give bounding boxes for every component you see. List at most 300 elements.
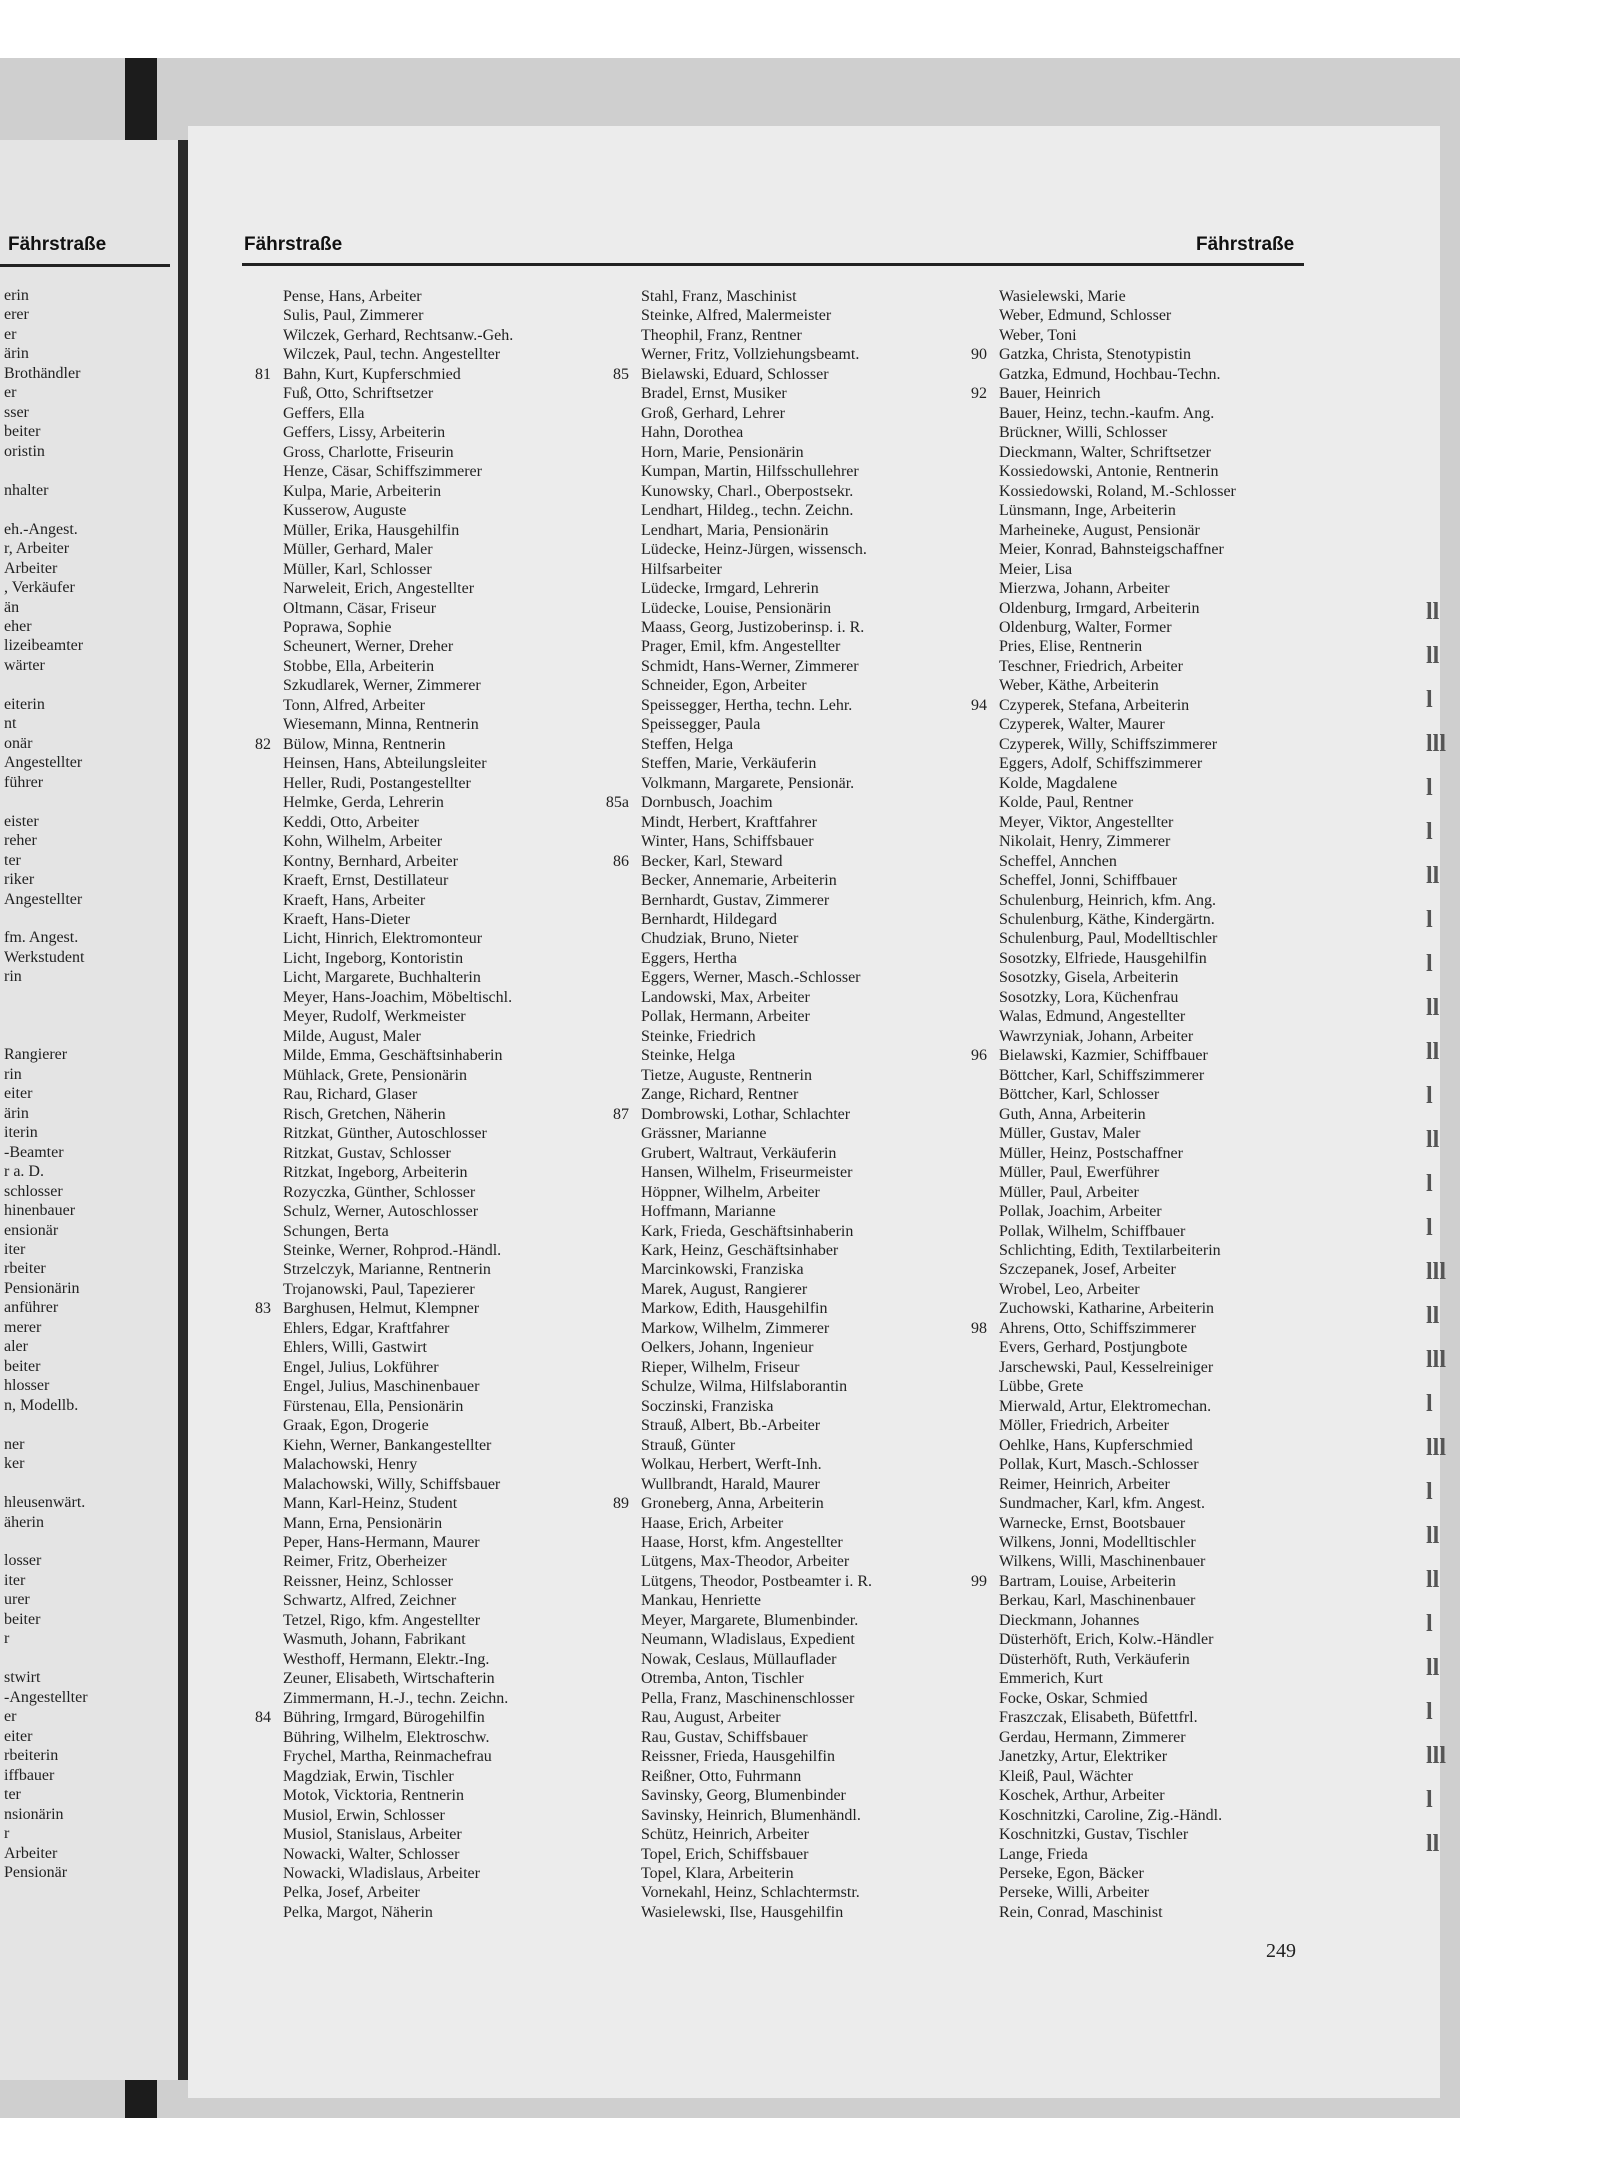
left-fragment-line: Angestellter (4, 754, 83, 772)
directory-entry (283, 1241, 513, 1260)
resident-entry: Oldenburg, Irmgard, Arbeiterin (999, 599, 1200, 617)
edge-mark: ll (1426, 1303, 1440, 1329)
left-fragment-line: erer (4, 306, 29, 324)
resident-entry: Motok, Vicktoria, Rentnerin (283, 1787, 464, 1805)
resident-entry: Pelka, Margot, Näherin (283, 1903, 433, 1921)
resident-entry: Tonn, Alfred, Arbeiter (283, 696, 425, 714)
left-fragment-line: eister (4, 812, 39, 830)
directory-entry (971, 384, 1236, 403)
directory-entry (283, 949, 513, 968)
resident-entry: Kraeft, Hans, Arbeiter (283, 891, 426, 909)
directory-entry (283, 910, 513, 929)
resident-entry: Heller, Rudi, Postangestellter (283, 774, 471, 792)
header-left: Fährstraße (244, 234, 343, 255)
resident-entry: Horn, Marie, Pensionärin (641, 443, 804, 461)
resident-entry: Kusserow, Auguste (283, 502, 407, 520)
resident-entry: Müller, Paul, Arbeiter (999, 1183, 1139, 1201)
resident-entry: Wasmuth, Johann, Fabrikant (283, 1631, 466, 1649)
resident-entry: Licht, Margarete, Buchhalterin (283, 969, 481, 987)
directory-entry (641, 1241, 872, 1260)
resident-entry: Koschnitzki, Gustav, Tischler (999, 1826, 1189, 1844)
resident-entry: Meyer, Viktor, Angestellter (999, 813, 1174, 831)
directory-entry (283, 1786, 513, 1805)
directory-entry (999, 560, 1236, 579)
resident-entry: Wilczek, Paul, techn. Angestellter (283, 346, 501, 364)
resident-entry: Mann, Karl-Heinz, Student (283, 1495, 458, 1513)
directory-entry (641, 1436, 872, 1455)
resident-entry: Rau, August, Arbeiter (641, 1709, 781, 1727)
resident-entry: Pollak, Wilhelm, Schiffbauer (999, 1222, 1186, 1240)
directory-entry (999, 637, 1236, 656)
left-fragment-line: Arbeiter (4, 559, 58, 577)
directory-entry (255, 1299, 513, 1318)
directory-entry (283, 345, 513, 364)
directory-entry (283, 1689, 513, 1708)
directory-entry (999, 1475, 1236, 1494)
resident-entry: Bradel, Ernst, Musiker (641, 385, 787, 403)
resident-entry: Henze, Cäsar, Schiffszimmerer (283, 463, 482, 481)
house-number: 87 (613, 1105, 629, 1123)
resident-entry: Fraszczak, Elisabeth, Büfettfrl. (999, 1709, 1198, 1727)
directory-entry (999, 715, 1236, 734)
resident-entry: Gerdau, Hermann, Zimmerer (999, 1728, 1186, 1746)
resident-entry: Meier, Konrad, Bahnsteigschaffner (999, 541, 1224, 559)
edge-mark: ll (1426, 1127, 1440, 1153)
directory-entry (999, 1494, 1236, 1513)
left-fragment-line: Arbeiter (4, 1844, 58, 1862)
resident-entry: Keddi, Otto, Arbeiter (283, 813, 419, 831)
resident-entry: Rein, Conrad, Maschinist (999, 1903, 1163, 1921)
resident-entry: Speissegger, Paula (641, 716, 761, 734)
directory-entry (999, 1163, 1236, 1182)
resident-entry: Ritzkat, Gustav, Schlosser (283, 1144, 451, 1162)
resident-entry: Böttcher, Karl, Schiffszimmerer (999, 1066, 1205, 1084)
resident-entry: Lendhart, Hildeg., techn. Zeichn. (641, 502, 854, 520)
edge-mark: ll (1426, 1831, 1440, 1857)
directory-entry (283, 1903, 513, 1922)
resident-entry: Trojanowski, Paul, Tapezierer (283, 1280, 475, 1298)
directory-entry (283, 696, 513, 715)
left-fragment-line: eiter (4, 1727, 33, 1745)
directory-entry (641, 1883, 872, 1902)
directory-entry (999, 813, 1236, 832)
directory-entry (641, 1416, 872, 1435)
directory-entry (999, 599, 1236, 618)
directory-entry (999, 1533, 1236, 1552)
left-fragment-line: Pensionärin (4, 1279, 80, 1297)
resident-entry: Walas, Edmund, Angestellter (999, 1008, 1186, 1026)
resident-entry: Nowacki, Wladislaus, Arbeiter (283, 1864, 480, 1882)
directory-entry (613, 365, 872, 384)
resident-entry: Gatzka, Christa, Stenotypistin (999, 346, 1191, 364)
directory-entry (641, 501, 872, 520)
left-fragment-line (4, 1415, 178, 1434)
edge-mark: ll (1426, 599, 1440, 625)
resident-entry: Czyperek, Stefana, Arbeiterin (999, 696, 1190, 714)
left-fragment-line: hinenbauer (4, 1202, 76, 1220)
page-number: 249 (1266, 1940, 1296, 1962)
resident-entry: Kunowsky, Charl., Oberpostsekr. (641, 482, 854, 500)
edge-mark: lll (1426, 1743, 1446, 1769)
directory-entry (283, 1105, 513, 1124)
resident-entry: Koschnitzki, Caroline, Zig.-Händl. (999, 1806, 1223, 1824)
left-fragment-line: rbeiter (4, 1260, 46, 1278)
directory-entry (999, 521, 1236, 540)
resident-entry: Müller, Karl, Schlosser (283, 560, 432, 578)
house-number: 98 (971, 1319, 987, 1337)
directory-entry (283, 1747, 513, 1766)
edge-mark: l (1426, 1611, 1433, 1637)
resident-entry: Steffen, Marie, Verkäuferin (641, 755, 817, 773)
directory-entry (641, 1085, 872, 1104)
resident-entry: Eggers, Werner, Masch.-Schlosser (641, 969, 861, 987)
directory-entry (999, 1377, 1236, 1396)
resident-entry: Soczinski, Franziska (641, 1397, 774, 1415)
directory-entry (999, 501, 1236, 520)
directory-entry (641, 988, 872, 1007)
directory-entry (999, 1669, 1236, 1688)
directory-entry (283, 462, 513, 481)
directory-entry (641, 404, 872, 423)
left-fragment-line: aler (4, 1338, 28, 1356)
directory-entry (999, 1183, 1236, 1202)
directory-entry (999, 306, 1236, 325)
resident-entry: Reimer, Heinrich, Arbeiter (999, 1475, 1170, 1493)
left-fragment-line: ker (4, 1455, 25, 1473)
edge-mark: ll (1426, 1523, 1440, 1549)
directory-entry (283, 1825, 513, 1844)
directory-entry (999, 1066, 1236, 1085)
directory-entry (999, 735, 1236, 754)
directory-entry (999, 1708, 1236, 1727)
directory-entry (641, 949, 872, 968)
left-fragment-line: nsionärin (4, 1805, 64, 1823)
resident-entry: Schulenburg, Paul, Modelltischler (999, 930, 1218, 948)
directory-entry (283, 988, 513, 1007)
directory-entry (999, 1124, 1236, 1143)
directory-entry (999, 1241, 1236, 1260)
directory-entry (283, 599, 513, 618)
resident-entry: Sosotzky, Lora, Küchenfrau (999, 988, 1179, 1006)
resident-entry: Rieper, Wilhelm, Friseur (641, 1358, 800, 1376)
left-fragment-line: eher (4, 617, 32, 635)
resident-entry: Milde, August, Maler (283, 1027, 421, 1045)
directory-entry (999, 1299, 1236, 1318)
left-fragment-line: ärin (4, 1104, 29, 1122)
directory-entry (641, 1611, 872, 1630)
directory-entry (641, 1825, 872, 1844)
directory-entry (641, 1027, 872, 1046)
directory-entry (641, 1260, 872, 1279)
left-fragment-line: ärin (4, 345, 29, 363)
directory-entry (283, 423, 513, 442)
directory-entry (999, 1806, 1236, 1825)
resident-entry: Nowacki, Walter, Schlosser (283, 1845, 460, 1863)
left-fragment-line: rin (4, 968, 22, 986)
directory-entry (641, 443, 872, 462)
resident-entry: Schwartz, Alfred, Zeichner (283, 1592, 457, 1610)
left-fragment-line: -Angestellter (4, 1688, 88, 1706)
directory-entry (641, 676, 872, 695)
resident-entry: Maass, Georg, Justizoberinsp. i. R. (641, 618, 865, 636)
directory-entry (641, 1066, 872, 1085)
directory-entry (999, 540, 1236, 559)
directory-entry (999, 910, 1236, 929)
header-rule (242, 263, 1304, 266)
resident-entry: Sundmacher, Karl, kfm. Angest. (999, 1495, 1205, 1513)
directory-entry (283, 1436, 513, 1455)
directory-entry (641, 1689, 872, 1708)
directory-entry (613, 852, 872, 871)
resident-entry: Marcinkowski, Franziska (641, 1261, 804, 1279)
resident-entry: Steinke, Helga (641, 1047, 736, 1065)
resident-entry: Focke, Oskar, Schmied (999, 1689, 1148, 1707)
resident-entry: Ritzkat, Günther, Autoschlosser (283, 1125, 487, 1143)
edge-mark: lll (1426, 731, 1446, 757)
edge-mark: ll (1426, 643, 1440, 669)
resident-entry: Schulz, Werner, Autoschlosser (283, 1203, 479, 1221)
resident-entry: Marheineke, August, Pensionär (999, 521, 1200, 539)
directory-entry (283, 1728, 513, 1747)
left-fragment-line: Werkstudent (4, 948, 85, 966)
left-fragment-line (4, 461, 178, 480)
resident-entry: Fuß, Otto, Schriftsetzer (283, 385, 434, 403)
resident-entry: Koschek, Arthur, Arbeiter (999, 1787, 1165, 1805)
resident-entry: Sosotzky, Elfriede, Hausgehilfin (999, 949, 1207, 967)
directory-entry (641, 715, 872, 734)
directory-entry (999, 968, 1236, 987)
directory-entry (641, 1864, 872, 1883)
directory-entry (999, 482, 1236, 501)
directory-entry (283, 754, 513, 773)
left-fragment-line: iter (4, 1240, 26, 1258)
edge-mark: ll (1426, 863, 1440, 889)
directory-entry (641, 1455, 872, 1474)
resident-entry: Bühring, Irmgard, Bürogehilfin (283, 1709, 485, 1727)
resident-entry: Tetzel, Rigo, kfm. Angestellter (283, 1611, 481, 1629)
directory-entry (641, 1280, 872, 1299)
directory-entry (999, 1144, 1236, 1163)
directory-entry (641, 657, 872, 676)
resident-entry: Bielawski, Kazmier, Schiffbauer (999, 1047, 1208, 1065)
left-fragment-line (4, 987, 178, 1006)
resident-entry: Wawrzyniak, Johann, Arbeiter (999, 1027, 1194, 1045)
directory-entry (999, 618, 1236, 637)
resident-entry: Steffen, Helga (641, 735, 734, 753)
resident-entry: Mankau, Henriette (641, 1592, 761, 1610)
directory-entry (283, 1669, 513, 1688)
left-fragment-line: beiter (4, 423, 41, 441)
directory-entry (283, 1046, 513, 1065)
directory-entry (641, 871, 872, 890)
resident-entry: Nikolait, Henry, Zimmerer (999, 833, 1171, 851)
resident-entry: Malachowski, Willy, Schiffsbauer (283, 1475, 501, 1493)
directory-entry (641, 540, 872, 559)
left-fragment-line: fm. Angest. (4, 929, 79, 947)
resident-entry: Schulenburg, Käthe, Kindergärtn. (999, 911, 1215, 928)
resident-entry: Warnecke, Ernst, Bootsbauer (999, 1514, 1186, 1532)
directory-entry (283, 1222, 513, 1241)
resident-entry: Zimmermann, H.-J., techn. Zeichn. (283, 1689, 509, 1707)
directory-entry (999, 774, 1236, 793)
directory-entry (641, 832, 872, 851)
resident-entry: Markow, Wilhelm, Zimmerer (641, 1319, 830, 1337)
left-fragment-line: , Verkäufer (4, 579, 75, 597)
resident-entry: Steinke, Alfred, Malermeister (641, 307, 832, 325)
directory-entry (641, 1007, 872, 1026)
directory-entry (283, 1455, 513, 1474)
resident-entry: Böttcher, Karl, Schlosser (999, 1086, 1160, 1104)
directory-entry (641, 1747, 872, 1766)
left-fragment-line: r a. D. (4, 1163, 44, 1181)
resident-entry: Nowak, Ceslaus, Müllauflader (641, 1650, 837, 1668)
left-fragment-line: ensionär (4, 1221, 59, 1239)
resident-entry: Bahn, Kurt, Kupferschmied (283, 365, 461, 383)
resident-entry: Bühring, Wilhelm, Elektroschw. (283, 1728, 490, 1746)
resident-entry: Weber, Edmund, Schlosser (999, 307, 1172, 325)
directory-entry (999, 1630, 1236, 1649)
directory-entry (283, 1533, 513, 1552)
directory-entry (641, 1591, 872, 1610)
resident-entry: Kolde, Paul, Rentner (999, 794, 1134, 812)
directory-entry (283, 676, 513, 695)
directory-entry (999, 832, 1236, 851)
directory-entry (999, 579, 1236, 598)
directory-entry (999, 1222, 1236, 1241)
edge-mark: ll (1426, 1655, 1440, 1681)
directory-entry (283, 968, 513, 987)
resident-entry: Grässner, Marianne (641, 1125, 767, 1143)
resident-entry: Gatzka, Edmund, Hochbau-Techn. (999, 365, 1221, 383)
directory-entry (999, 326, 1236, 345)
directory-entry (641, 482, 872, 501)
directory-entry (283, 1864, 513, 1883)
directory-entry (641, 696, 872, 715)
directory-entry (283, 1883, 513, 1902)
resident-entry: Lüdecke, Louise, Pensionärin (641, 599, 832, 617)
left-fragment-line (4, 500, 178, 519)
directory-entry (283, 871, 513, 890)
left-fragment-line: ner (4, 1435, 25, 1453)
resident-entry: Schulze, Wilma, Hilfslaborantin (641, 1378, 848, 1396)
directory-entry (641, 618, 872, 637)
directory-entry (283, 1767, 513, 1786)
resident-entry: Steinke, Werner, Rohprod.-Händl. (283, 1241, 502, 1259)
resident-entry: Meyer, Margarete, Blumenbinder. (641, 1611, 859, 1629)
left-fragment-line: n, Modellb. (4, 1396, 79, 1414)
directory-entry (641, 1299, 872, 1318)
resident-entry: Kiehn, Werner, Bankangestellter (283, 1436, 492, 1454)
left-fragment-line: iffbauer (4, 1766, 55, 1784)
directory-entry (999, 423, 1236, 442)
house-number: 85a (605, 794, 629, 812)
resident-entry: Bartram, Louise, Arbeiterin (999, 1572, 1176, 1590)
resident-entry: Helmke, Gerda, Lehrerin (283, 794, 444, 812)
directory-entry (641, 579, 872, 598)
directory-entry (283, 657, 513, 676)
resident-entry: Graak, Egon, Drogerie (283, 1417, 429, 1435)
resident-entry: Rau, Richard, Glaser (283, 1086, 418, 1104)
left-fragment-line: urer (4, 1591, 30, 1609)
directory-entry (641, 423, 872, 442)
left-fragment-line: rbeiterin (4, 1747, 59, 1765)
directory-entry (999, 1416, 1236, 1435)
resident-entry: Wiesemann, Minna, Rentnerin (283, 716, 479, 734)
left-fragment-line: nhalter (4, 481, 49, 499)
directory-entry (999, 1007, 1236, 1026)
resident-entry: Eggers, Hertha (641, 949, 737, 967)
resident-entry: Lüdecke, Irmgard, Lehrerin (641, 580, 819, 598)
directory-entry (283, 715, 513, 734)
resident-entry: Schulenburg, Heinrich, kfm. Ang. (999, 891, 1217, 909)
directory-entry (641, 1358, 872, 1377)
directory-entry (283, 1319, 513, 1338)
resident-entry: Lange, Frieda (999, 1845, 1088, 1863)
house-number: 94 (971, 696, 987, 714)
directory-entry (283, 1007, 513, 1026)
directory-entry (283, 1183, 513, 1202)
resident-entry: Kulpa, Marie, Arbeiterin (283, 482, 442, 500)
directory-entry (641, 287, 872, 306)
resident-entry: Oltmann, Cäsar, Friseur (283, 599, 437, 617)
directory-entry (971, 1046, 1236, 1065)
resident-entry: Lüdecke, Heinz-Jürgen, wissensch. (641, 541, 867, 559)
directory-entry (283, 1124, 513, 1143)
resident-entry: Hahn, Dorothea (641, 424, 744, 442)
resident-entry: Hilfsarbeiter (641, 560, 722, 578)
directory-entry (999, 1260, 1236, 1279)
directory-entry (641, 1514, 872, 1533)
directory-entry (999, 1650, 1236, 1669)
directory-entry (283, 326, 513, 345)
directory-entry (999, 365, 1236, 384)
resident-entry: Haase, Horst, kfm. Angestellter (641, 1534, 843, 1551)
directory-entry (641, 1669, 872, 1688)
directory-entry (999, 1202, 1236, 1221)
directory-entry (283, 929, 513, 948)
directory-entry (641, 1046, 872, 1065)
resident-entry: Rozyczka, Günther, Schlosser (283, 1183, 476, 1201)
resident-entry: Kleiß, Paul, Wächter (999, 1767, 1133, 1785)
left-fragment-line: iterin (4, 1124, 38, 1142)
edge-mark: l (1426, 1083, 1433, 1109)
resident-entry: Mindt, Herbert, Kraftfahrer (641, 813, 817, 831)
resident-entry: Bauer, Heinrich (999, 385, 1101, 403)
directory-entry (641, 384, 872, 403)
resident-entry: Reißner, Otto, Fuhrmann (641, 1767, 802, 1785)
directory-entry (283, 1494, 513, 1513)
edge-mark: l (1426, 819, 1433, 845)
house-number: 82 (255, 735, 271, 753)
left-fragment-line: ter (4, 1786, 21, 1804)
resident-entry: Pella, Franz, Maschinenschlosser (641, 1689, 855, 1707)
left-fragment-line: oristin (4, 442, 45, 460)
directory-entry (999, 1436, 1236, 1455)
edge-mark: ll (1426, 995, 1440, 1021)
directory-entry (641, 1845, 872, 1864)
resident-entry: Guth, Anna, Arbeiterin (999, 1105, 1146, 1123)
left-page (0, 140, 178, 2080)
edge-mark: l (1426, 1215, 1433, 1241)
edge-mark: l (1426, 951, 1433, 977)
directory-entry (999, 1105, 1236, 1124)
resident-entry: Peper, Hans-Hermann, Maurer (283, 1534, 480, 1551)
directory-entry (641, 637, 872, 656)
directory-entry (283, 618, 513, 637)
resident-entry: Kossiedowski, Roland, M.-Schlosser (999, 482, 1236, 500)
directory-entry (283, 384, 513, 403)
directory-entry (971, 696, 1236, 715)
